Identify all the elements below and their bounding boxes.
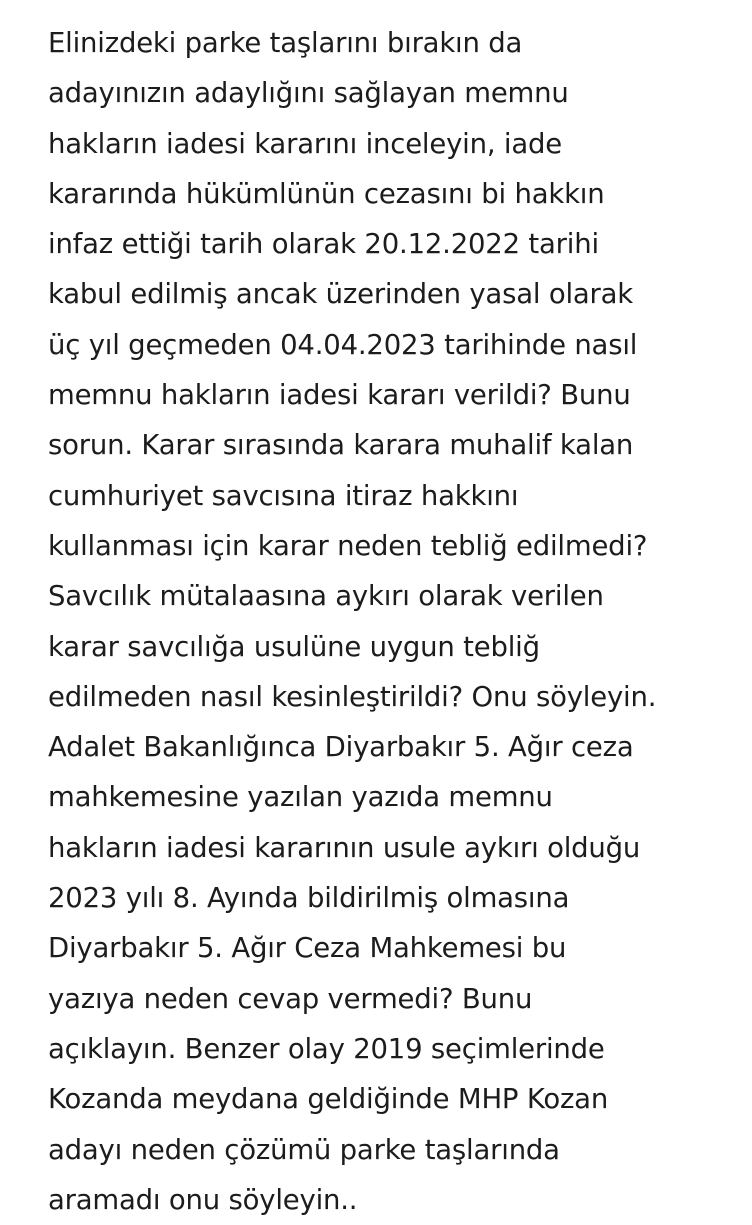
- note-line: aramadı onu söyleyin..: [48, 1183, 358, 1216]
- note-line: yazıya neden cevap vermedi? Bunu: [48, 982, 533, 1015]
- note-line: hakların iadesi kararını inceleyin, iade: [48, 127, 562, 160]
- note-line: Diyarbakır 5. Ağır Ceza Mahkemesi bu: [48, 932, 567, 965]
- note-line: cumhuriyet savcısına itiraz hakkını: [48, 479, 519, 512]
- note-line: üç yıl geçmeden 04.04.2023 tarihinde nasıl: [48, 328, 638, 361]
- note-line: açıklayın. Benzer olay 2019 seçimlerinde: [48, 1032, 605, 1065]
- note-line: Kozanda meydana geldiğinde MHP Kozan: [48, 1083, 609, 1116]
- note-line: infaz ettiği tarih olarak 20.12.2022 tarihi: [48, 228, 599, 261]
- note-line: edilmeden nasıl kesinleştirildi? Onu söyleyin.: [48, 680, 657, 713]
- note-line: kararında hükümlünün cezasını bi hakkın: [48, 177, 605, 210]
- note-line: karar savcılığa usulüne uygun tebliğ: [48, 630, 540, 663]
- note-line: Savcılık mütalaasına aykırı olarak verilen: [48, 580, 604, 613]
- note-line: kullanması için karar neden tebliğ edilmedi?: [48, 529, 648, 562]
- note-body: [48, 18, 738, 1225]
- note-line: hakların iadesi kararının usule aykırı olduğu: [48, 831, 641, 864]
- note-line: adayı neden çözümü parke taşlarında: [48, 1133, 560, 1166]
- note-line: Adalet Bakanlığınca Diyarbakır 5. Ağır ceza: [48, 731, 634, 764]
- note-line: memnu hakların iadesi kararı verildi? Bunu: [48, 379, 631, 412]
- note-line: adayınızın adaylığını sağlayan memnu: [48, 77, 569, 110]
- note-line: mahkemesine yazılan yazıda memnu: [48, 781, 553, 814]
- note-line: kabul edilmiş ancak üzerinden yasal olarak: [48, 278, 634, 311]
- note-line: 2023 yılı 8. Ayında bildirilmiş olmasına: [48, 882, 570, 915]
- note-line: sorun. Karar sırasında karara muhalif kalan: [48, 429, 634, 462]
- note-line: Elinizdeki parke taşlarını bırakın da: [48, 27, 523, 59]
